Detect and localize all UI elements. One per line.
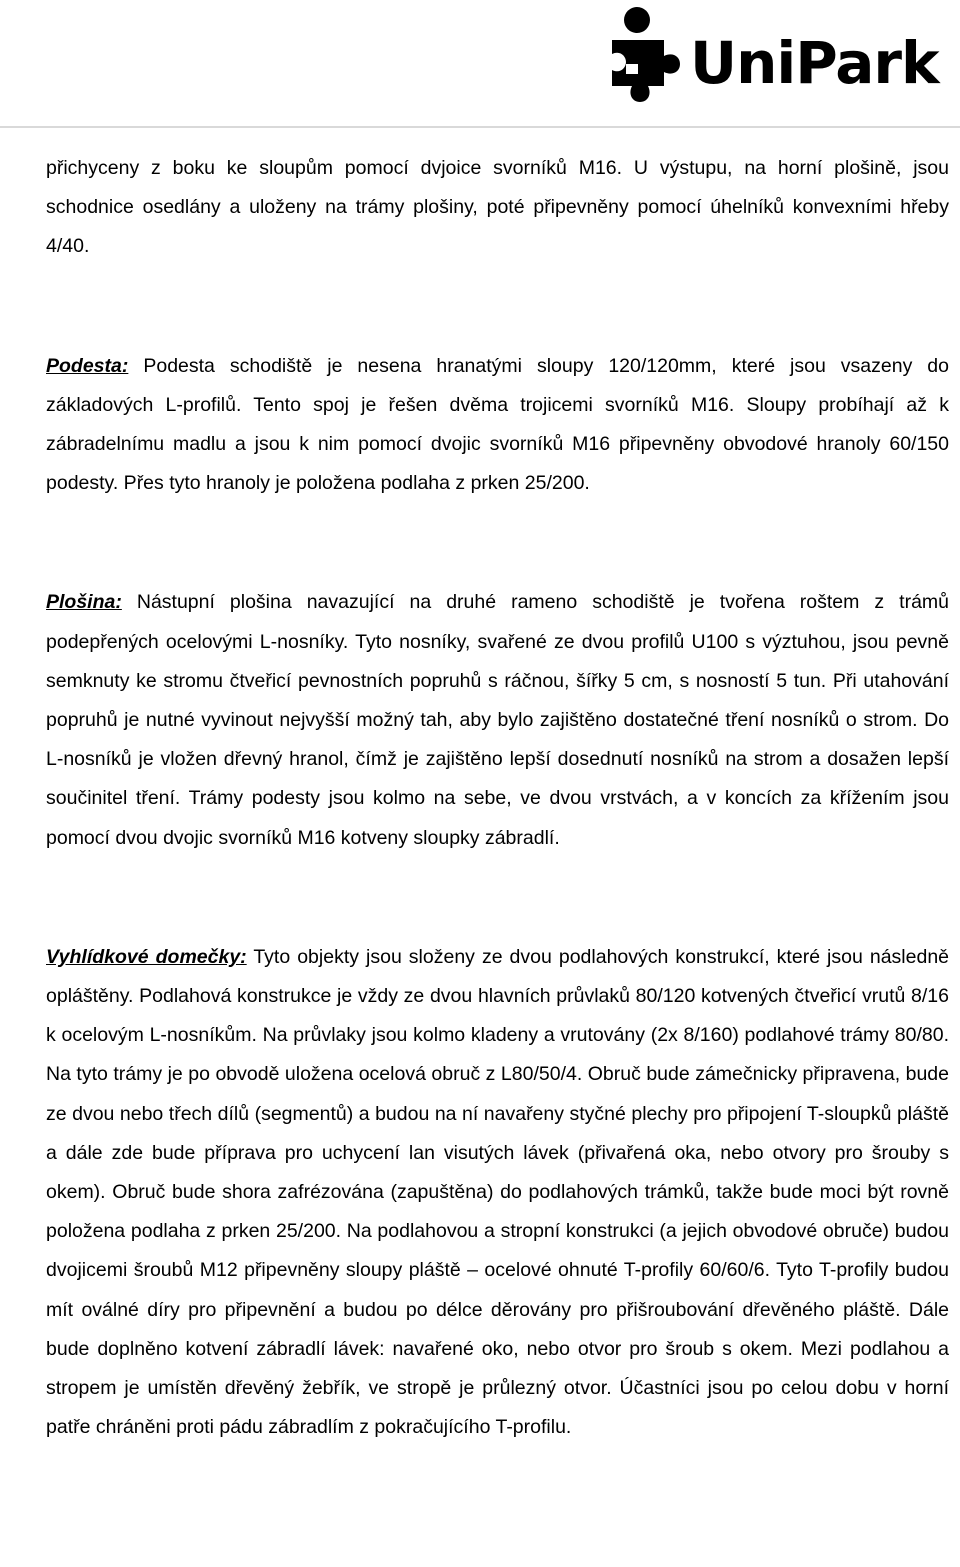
paragraph-text: přichyceny z boku ke sloupům pomocí dvjoice svorníků M16. U výstupu, na horní plošině, jsou schodnice osedlány a uloženy na trámy plošiny, poté připevněny pomocí úhelníků konvexními hřeby 4/40. bbox=[46, 157, 949, 258]
document-body bbox=[46, 149, 949, 1447]
paragraph-vyhlidkove-domecky bbox=[46, 938, 949, 1448]
paragraph-plosina bbox=[46, 583, 949, 857]
paragraph-text: Nástupní plošina navazující na druhé rameno schodiště je tvořena roštem z trámů podepřených ocelovými L-nosníky. Tyto nosníky, svařené ze dvou profilů U100 s výztuhou, jsou pevně semknuty ke stromu čtveřicí pevnostních popruhů s ráčnou, šířky 5 cm, s nosností 5 tun. Při utahování popruhů je nutné vyvinout nejvyšší možný tah, aby bylo zajištěno dostatečné tření nosníků o strom. Do L-nosníků je vložen dřevný hranol, čímž je zajištěno lepší dosednutí nosníků na strom a dosažen lepší součinitel tření. Trámy podesty jsou kolmo na sebe, ve dvou vrstvách, a v koncích za křížením jsou pomocí dvou dvojic svorníků M16 kotveny sloupky zábradlí. bbox=[46, 591, 949, 849]
section-heading-podesta: Podesta: bbox=[46, 354, 129, 377]
section-heading-plosina: Plošina: bbox=[46, 591, 122, 614]
unipark-logo bbox=[604, 6, 949, 108]
section-heading-vyhlidkove-domecky: Vyhlídkové domečky: bbox=[46, 945, 247, 968]
header-divider bbox=[0, 126, 960, 128]
puzzle-person-icon bbox=[604, 6, 690, 106]
paragraph-podesta bbox=[46, 347, 949, 504]
paragraph-stairs-attachment bbox=[46, 149, 949, 267]
paragraph-text: Podesta schodiště je nesena hranatými sloupy 120/120mm, které jsou vsazeny do základových L-profilů. Tento spoj je řešen dvěma trojicemi svorníků M16. Sloupy probíhají až k zábradelnímu madlu a jsou k nim pomocí dvojic svorníků M16 připevněny obvodové hranoly 60/150 podesty. Přes tyto hranoly je položena podlaha z prken 25/200. bbox=[46, 354, 949, 495]
logo-wordmark: UniPark bbox=[690, 29, 939, 97]
paragraph-text: Tyto objekty jsou složeny ze dvou podlahových konstrukcí, které jsou následně opláštěny. Podlahová konstrukce je vždy ze dvou hlavních průvlaků 80/120 kotvených čtveřicí vrutů 8/16 k ocelovým L-nosníkům. Na průvlaky jsou kolmo kladeny a vrutovány (2x 8/160) podlahové trámy 80/80. Na tyto trámy je po obvodě uložena ocelová obruč z L80/50/4. Obruč bude zámečnicky připravena, bude ze dvou nebo třech dílů (segmentů) a budou na ní navařeny styčné plechy pro připojení T-sloupků pláště a dále zde bude příprava pro uchycení lan visutých lávek (přivařená oka, nebo otvory pro šrouby s okem). Obruč bude shora zafrézována (zapuštěna) do podlahových trámků, takže bude moci být rovně položena podlaha z prken 25/200. Na podlahovou a stropní konstrukci (a jejich obvodové obruče) budou dvojicemi šroubů M12 připevněny sloupy pláště – ocelové ohnuté T-profily 60/60/6. Tyto T-profily budou mít oválné díry pro připevnění a budou po délce děrovány pro přišroubování dřevěného pláště. Dále bude doplněno kotvení zábradlí lávek: navařené oko, nebo otvor pro šroub s okem. Mezi podlahou a stropem je umístěn dřevěný žebřík, ve stropě je průlezný otvor. Účastníci jsou po celou dobu v horní patře chráněni proti pádu zábradlím z pokračujícího T-profilu. bbox=[46, 945, 950, 1439]
